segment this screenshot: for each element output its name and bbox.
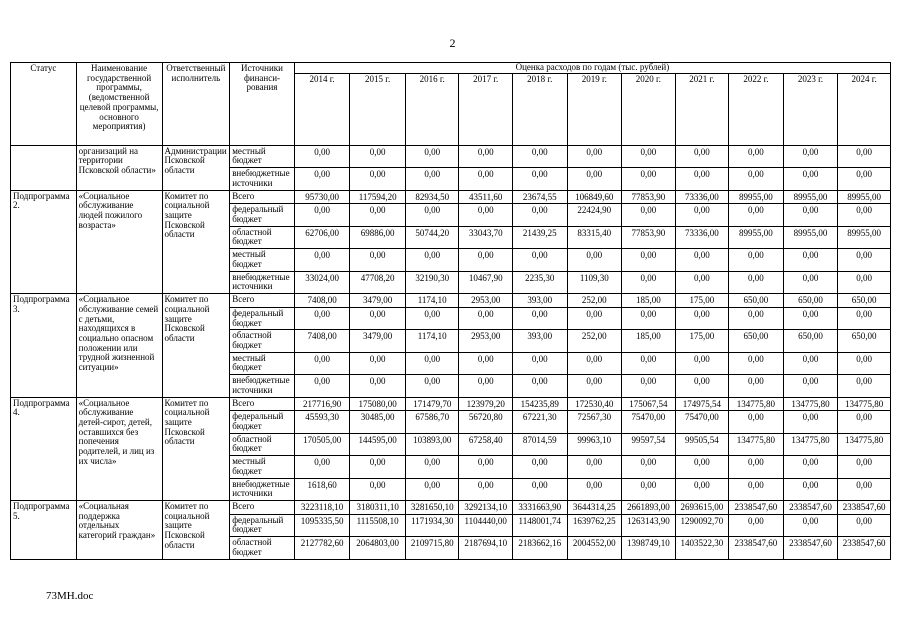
- value-cell: 0,00: [350, 456, 406, 478]
- value-cell: 2338547,60: [783, 501, 838, 515]
- value-cell: 3331663,90: [512, 501, 567, 515]
- value-cell: 2127782,60: [294, 537, 350, 559]
- value-cell: 0,00: [729, 145, 784, 167]
- value-cell: 2338547,60: [838, 501, 891, 515]
- value-cell: 0,00: [783, 249, 838, 271]
- value-cell: 0,00: [350, 168, 406, 190]
- value-cell: 0,00: [783, 352, 838, 374]
- value-cell: 0,00: [838, 271, 891, 293]
- table-row: [11, 501, 891, 515]
- value-cell: 2338547,60: [729, 501, 784, 515]
- funding-source-cell: областной бюджет: [230, 330, 295, 352]
- value-cell: 0,00: [783, 271, 838, 293]
- funding-source-cell: внебюджетные источники: [230, 375, 295, 397]
- value-cell: 89955,00: [783, 226, 838, 248]
- funding-source-cell: местный бюджет: [230, 456, 295, 478]
- value-cell: 0,00: [783, 478, 838, 500]
- value-cell: 185,00: [622, 294, 676, 308]
- value-cell: 103893,00: [405, 433, 459, 455]
- value-cell: 134775,80: [783, 433, 838, 455]
- value-cell: 0,00: [350, 352, 406, 374]
- value-cell: 0,00: [294, 145, 350, 167]
- value-cell: 175067,54: [622, 397, 676, 411]
- value-cell: 1148001,74: [512, 514, 567, 536]
- value-cell: 0,00: [838, 307, 891, 329]
- value-cell: 3223118,10: [294, 501, 350, 515]
- value-cell: 0,00: [350, 249, 406, 271]
- value-cell: 73336,00: [675, 226, 729, 248]
- value-cell: 95730,00: [294, 190, 350, 204]
- value-cell: 0,00: [622, 168, 676, 190]
- value-cell: 1104440,00: [459, 514, 513, 536]
- value-cell: 2693615,00: [675, 501, 729, 515]
- value-cell: 175,00: [675, 330, 729, 352]
- funding-source-cell: Всего: [230, 190, 295, 204]
- value-cell: 1109,30: [567, 271, 622, 293]
- value-cell: 89955,00: [838, 226, 891, 248]
- value-cell: 7408,00: [294, 294, 350, 308]
- value-cell: 0,00: [459, 478, 513, 500]
- value-cell: 134775,80: [838, 433, 891, 455]
- funding-source-cell: Всего: [230, 294, 295, 308]
- value-cell: 33043,70: [459, 226, 513, 248]
- value-cell: 0,00: [729, 249, 784, 271]
- header-year: 2023 г.: [783, 73, 838, 145]
- value-cell: 0,00: [294, 307, 350, 329]
- value-cell: 0,00: [459, 375, 513, 397]
- value-cell: 3292134,10: [459, 501, 513, 515]
- value-cell: 75470,00: [675, 411, 729, 433]
- table-body: [11, 145, 891, 559]
- value-cell: 77853,90: [622, 190, 676, 204]
- value-cell: 393,00: [512, 294, 567, 308]
- header-status: Статус: [11, 63, 77, 146]
- value-cell: 0,00: [567, 249, 622, 271]
- value-cell: 2064803,00: [350, 537, 406, 559]
- status-cell: Подпрограмма 3.: [11, 294, 77, 397]
- value-cell: 0,00: [838, 456, 891, 478]
- status-cell: Подпрограмма 4.: [11, 397, 77, 500]
- header-year: 2016 г.: [405, 73, 459, 145]
- value-cell: 0,00: [838, 352, 891, 374]
- value-cell: 0,00: [512, 249, 567, 271]
- value-cell: 10467,90: [459, 271, 513, 293]
- value-cell: 0,00: [838, 249, 891, 271]
- value-cell: 0,00: [294, 168, 350, 190]
- value-cell: 0,00: [729, 411, 784, 433]
- value-cell: 0,00: [405, 478, 459, 500]
- value-cell: 77853,90: [622, 226, 676, 248]
- value-cell: 0,00: [783, 145, 838, 167]
- header-expenses-group: Оценка расходов по годам (тыс. рублей): [294, 63, 890, 74]
- value-cell: 0,00: [459, 249, 513, 271]
- page-number: 2: [449, 36, 456, 50]
- header-year: 2015 г.: [350, 73, 406, 145]
- value-cell: 0,00: [675, 456, 729, 478]
- value-cell: 0,00: [675, 168, 729, 190]
- value-cell: 650,00: [838, 294, 891, 308]
- value-cell: 117594,20: [350, 190, 406, 204]
- value-cell: 0,00: [729, 352, 784, 374]
- value-cell: 0,00: [675, 375, 729, 397]
- value-cell: 650,00: [729, 330, 784, 352]
- value-cell: 73336,00: [675, 190, 729, 204]
- table-row: [11, 190, 891, 204]
- value-cell: 0,00: [729, 478, 784, 500]
- value-cell: 3180311,10: [350, 501, 406, 515]
- value-cell: 0,00: [567, 375, 622, 397]
- value-cell: 123979,20: [459, 397, 513, 411]
- value-cell: 2235,30: [512, 271, 567, 293]
- header-executor: Ответственный исполнитель: [162, 63, 230, 146]
- value-cell: 0,00: [838, 168, 891, 190]
- value-cell: 2338547,60: [729, 537, 784, 559]
- value-cell: 174975,54: [675, 397, 729, 411]
- value-cell: 0,00: [783, 204, 838, 226]
- value-cell: 0,00: [405, 145, 459, 167]
- value-cell: 0,00: [350, 145, 406, 167]
- value-cell: 134775,80: [783, 397, 838, 411]
- value-cell: 0,00: [622, 307, 676, 329]
- value-cell: 99505,54: [675, 433, 729, 455]
- funding-source-cell: Всего: [230, 501, 295, 515]
- value-cell: 89955,00: [729, 226, 784, 248]
- value-cell: 0,00: [294, 204, 350, 226]
- value-cell: 43511,60: [459, 190, 513, 204]
- value-cell: 0,00: [459, 145, 513, 167]
- program-name-cell: организаций на территории Псковской области»: [76, 145, 162, 190]
- value-cell: 30485,00: [350, 411, 406, 433]
- value-cell: 0,00: [838, 478, 891, 500]
- value-cell: 0,00: [294, 249, 350, 271]
- value-cell: 22424,90: [567, 204, 622, 226]
- value-cell: 0,00: [567, 145, 622, 167]
- value-cell: 2004552,00: [567, 537, 622, 559]
- value-cell: 0,00: [783, 168, 838, 190]
- value-cell: 3479,00: [350, 330, 406, 352]
- value-cell: 650,00: [838, 330, 891, 352]
- value-cell: 1115508,10: [350, 514, 406, 536]
- value-cell: 154235,89: [512, 397, 567, 411]
- value-cell: 0,00: [350, 307, 406, 329]
- value-cell: 1398749,10: [622, 537, 676, 559]
- value-cell: 0,00: [567, 168, 622, 190]
- value-cell: 67221,30: [512, 411, 567, 433]
- value-cell: 32190,30: [405, 271, 459, 293]
- header-row-main: [11, 63, 891, 74]
- value-cell: 0,00: [294, 352, 350, 374]
- value-cell: 0,00: [622, 271, 676, 293]
- value-cell: 0,00: [512, 307, 567, 329]
- value-cell: 0,00: [838, 145, 891, 167]
- value-cell: 1174,10: [405, 330, 459, 352]
- value-cell: 0,00: [405, 168, 459, 190]
- value-cell: 0,00: [567, 307, 622, 329]
- value-cell: 0,00: [512, 145, 567, 167]
- value-cell: 67258,40: [459, 433, 513, 455]
- value-cell: 0,00: [838, 411, 891, 433]
- value-cell: 0,00: [783, 411, 838, 433]
- funding-source-cell: областной бюджет: [230, 537, 295, 559]
- value-cell: 0,00: [405, 249, 459, 271]
- value-cell: 0,00: [675, 249, 729, 271]
- value-cell: 0,00: [838, 204, 891, 226]
- value-cell: 1618,60: [294, 478, 350, 500]
- funding-source-cell: областной бюджет: [230, 226, 295, 248]
- value-cell: 2953,00: [459, 294, 513, 308]
- funding-source-cell: федеральный бюджет: [230, 514, 295, 536]
- value-cell: 0,00: [675, 271, 729, 293]
- value-cell: 2183662,16: [512, 537, 567, 559]
- funding-source-cell: федеральный бюджет: [230, 411, 295, 433]
- value-cell: 0,00: [350, 478, 406, 500]
- funding-source-cell: федеральный бюджет: [230, 204, 295, 226]
- value-cell: 3479,00: [350, 294, 406, 308]
- value-cell: 89955,00: [729, 190, 784, 204]
- value-cell: 144595,00: [350, 433, 406, 455]
- value-cell: 0,00: [405, 307, 459, 329]
- value-cell: 175080,00: [350, 397, 406, 411]
- table-row: [11, 294, 891, 308]
- value-cell: 0,00: [459, 456, 513, 478]
- value-cell: 99963,10: [567, 433, 622, 455]
- funding-source-cell: внебюджетные источники: [230, 478, 295, 500]
- value-cell: 87014,59: [512, 433, 567, 455]
- value-cell: 0,00: [675, 352, 729, 374]
- value-cell: 21439,25: [512, 226, 567, 248]
- value-cell: 0,00: [729, 375, 784, 397]
- value-cell: 0,00: [622, 145, 676, 167]
- value-cell: 0,00: [675, 478, 729, 500]
- funding-source-cell: областной бюджет: [230, 433, 295, 455]
- value-cell: 0,00: [622, 249, 676, 271]
- status-cell: Подпрограмма 5.: [11, 501, 77, 560]
- value-cell: 56720,80: [459, 411, 513, 433]
- status-cell: [11, 145, 77, 190]
- value-cell: 0,00: [350, 375, 406, 397]
- value-cell: 217716,90: [294, 397, 350, 411]
- header-year: 2019 г.: [567, 73, 622, 145]
- value-cell: 69886,00: [350, 226, 406, 248]
- value-cell: 252,00: [567, 294, 622, 308]
- value-cell: 2953,00: [459, 330, 513, 352]
- value-cell: 2338547,60: [783, 537, 838, 559]
- value-cell: 2109715,80: [405, 537, 459, 559]
- program-name-cell: «Социальное обслуживание семей с детьми, находящихся в социально опасном положении или трудной жизненной ситуации»: [76, 294, 162, 397]
- value-cell: 1095335,50: [294, 514, 350, 536]
- value-cell: 2338547,60: [838, 537, 891, 559]
- value-cell: 1263143,90: [622, 514, 676, 536]
- table-row: [11, 145, 891, 167]
- value-cell: 1171934,30: [405, 514, 459, 536]
- value-cell: 1403522,30: [675, 537, 729, 559]
- header-sources: Источники финанси-рования: [230, 63, 295, 146]
- header-year: 2017 г.: [459, 73, 513, 145]
- value-cell: 47708,20: [350, 271, 406, 293]
- value-cell: 0,00: [294, 456, 350, 478]
- value-cell: 33024,00: [294, 271, 350, 293]
- value-cell: 0,00: [512, 352, 567, 374]
- header-year: 2020 г.: [622, 73, 676, 145]
- program-name-cell: «Социальное обслуживание людей пожилого возраста»: [76, 190, 162, 293]
- value-cell: 650,00: [729, 294, 784, 308]
- program-name-cell: «Социальное обслуживание детей-сирот, детей, оставшихся без попечения родителей, и лиц из их числа»: [76, 397, 162, 500]
- funding-source-cell: местный бюджет: [230, 145, 295, 167]
- value-cell: 0,00: [675, 145, 729, 167]
- funding-source-cell: федеральный бюджет: [230, 307, 295, 329]
- value-cell: 75470,00: [622, 411, 676, 433]
- value-cell: 0,00: [405, 352, 459, 374]
- value-cell: 134775,80: [729, 397, 784, 411]
- value-cell: 0,00: [783, 456, 838, 478]
- value-cell: 172530,40: [567, 397, 622, 411]
- funding-source-cell: местный бюджет: [230, 249, 295, 271]
- value-cell: 0,00: [729, 168, 784, 190]
- budget-table: [10, 62, 891, 560]
- status-cell: Подпрограмма 2.: [11, 190, 77, 293]
- value-cell: 0,00: [459, 352, 513, 374]
- value-cell: 0,00: [783, 375, 838, 397]
- value-cell: 3281650,10: [405, 501, 459, 515]
- value-cell: 0,00: [512, 204, 567, 226]
- value-cell: 0,00: [294, 375, 350, 397]
- value-cell: 1290092,70: [675, 514, 729, 536]
- value-cell: 67586,70: [405, 411, 459, 433]
- header-year: 2014 г.: [294, 73, 350, 145]
- value-cell: 0,00: [622, 375, 676, 397]
- value-cell: 0,00: [838, 514, 891, 536]
- value-cell: 0,00: [622, 456, 676, 478]
- header-year: 2021 г.: [675, 73, 729, 145]
- executor-cell: Администрации Псковской области: [162, 145, 230, 190]
- value-cell: 0,00: [512, 375, 567, 397]
- value-cell: 0,00: [567, 478, 622, 500]
- value-cell: 3644314,25: [567, 501, 622, 515]
- value-cell: 0,00: [783, 307, 838, 329]
- value-cell: 134775,80: [838, 397, 891, 411]
- value-cell: 72567,30: [567, 411, 622, 433]
- value-cell: 0,00: [459, 307, 513, 329]
- value-cell: 171479,70: [405, 397, 459, 411]
- value-cell: 2187694,10: [459, 537, 513, 559]
- value-cell: 0,00: [350, 204, 406, 226]
- value-cell: 0,00: [405, 456, 459, 478]
- value-cell: 45593,30: [294, 411, 350, 433]
- value-cell: 0,00: [459, 168, 513, 190]
- value-cell: 170505,00: [294, 433, 350, 455]
- value-cell: 650,00: [783, 294, 838, 308]
- executor-cell: Комитет по социальной защите Псковской области: [162, 397, 230, 500]
- value-cell: 0,00: [567, 352, 622, 374]
- header-program-name: Наименование государственной программы, (ведомственной целевой программы, основного мероприятия): [76, 63, 162, 146]
- value-cell: 99597,54: [622, 433, 676, 455]
- funding-source-cell: Всего: [230, 397, 295, 411]
- value-cell: 0,00: [675, 204, 729, 226]
- value-cell: 0,00: [512, 478, 567, 500]
- value-cell: 0,00: [729, 514, 784, 536]
- value-cell: 0,00: [729, 204, 784, 226]
- value-cell: 0,00: [783, 514, 838, 536]
- value-cell: 89955,00: [783, 190, 838, 204]
- value-cell: 82934,50: [405, 190, 459, 204]
- value-cell: 0,00: [622, 204, 676, 226]
- value-cell: 0,00: [622, 478, 676, 500]
- value-cell: 1639762,25: [567, 514, 622, 536]
- value-cell: 0,00: [512, 456, 567, 478]
- value-cell: 62706,00: [294, 226, 350, 248]
- value-cell: 185,00: [622, 330, 676, 352]
- value-cell: 134775,80: [729, 433, 784, 455]
- value-cell: 0,00: [622, 352, 676, 374]
- value-cell: 83315,40: [567, 226, 622, 248]
- value-cell: 650,00: [783, 330, 838, 352]
- value-cell: 106849,60: [567, 190, 622, 204]
- table-row: [11, 397, 891, 411]
- header-year: 2024 г.: [838, 73, 891, 145]
- value-cell: 0,00: [729, 271, 784, 293]
- executor-cell: Комитет по социальной защите Псковской области: [162, 501, 230, 560]
- value-cell: 50744,20: [405, 226, 459, 248]
- value-cell: 1174,10: [405, 294, 459, 308]
- value-cell: 393,00: [512, 330, 567, 352]
- executor-cell: Комитет по социальной защите Псковской области: [162, 294, 230, 397]
- value-cell: 0,00: [567, 456, 622, 478]
- value-cell: 0,00: [459, 204, 513, 226]
- executor-cell: Комитет по социальной защите Псковской области: [162, 190, 230, 293]
- funding-source-cell: внебюджетные источники: [230, 168, 295, 190]
- funding-source-cell: местный бюджет: [230, 352, 295, 374]
- value-cell: 23674,55: [512, 190, 567, 204]
- value-cell: 89955,00: [838, 190, 891, 204]
- funding-source-cell: внебюджетные источники: [230, 271, 295, 293]
- value-cell: 7408,00: [294, 330, 350, 352]
- footer-filename: 73MH.doc: [46, 590, 94, 602]
- value-cell: 0,00: [512, 168, 567, 190]
- value-cell: 0,00: [405, 375, 459, 397]
- value-cell: 0,00: [405, 204, 459, 226]
- value-cell: 252,00: [567, 330, 622, 352]
- value-cell: 0,00: [838, 375, 891, 397]
- header-year: 2018 г.: [512, 73, 567, 145]
- program-name-cell: «Социальная поддержка отдельных категорий граждан»: [76, 501, 162, 560]
- value-cell: 175,00: [675, 294, 729, 308]
- header-year: 2022 г.: [729, 73, 784, 145]
- value-cell: 0,00: [729, 456, 784, 478]
- value-cell: 0,00: [729, 307, 784, 329]
- value-cell: 2661893,00: [622, 501, 676, 515]
- value-cell: 0,00: [675, 307, 729, 329]
